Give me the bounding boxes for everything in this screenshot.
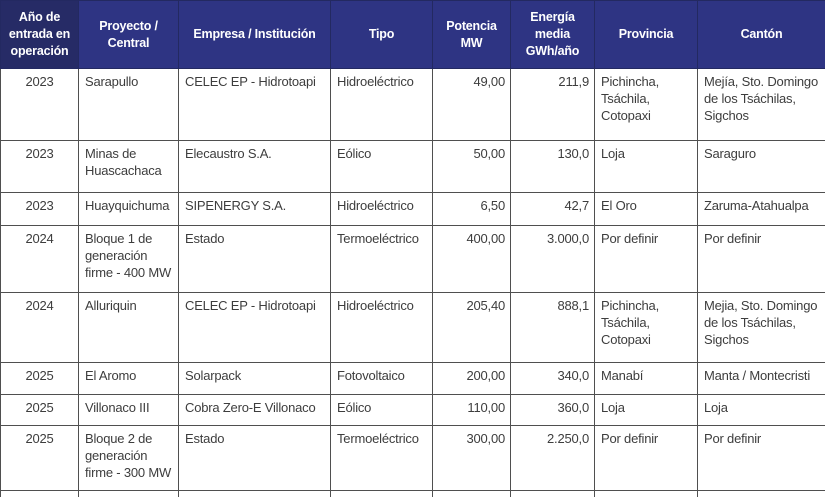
header-cell-6: Provincia [595,1,698,69]
table-cell: Loja [595,395,698,426]
table-cell: Villonaco III [79,395,179,426]
header-cell-1: Proyecto / Central [79,1,179,69]
table-body [1,69,825,497]
table-cell: Zaruma-Atahualpa [698,193,825,226]
table-cell: 300,00 [433,426,511,491]
table-cell [511,491,595,497]
header-cell-0: Año de entrada en operación [1,1,79,69]
table-cell: 2023 [1,193,79,226]
table-cell: Cobra Zero-E Villonaco [179,395,331,426]
table-cell: Minas de Huascachaca [79,141,179,193]
header-cell-2: Empresa / Institución [179,1,331,69]
table-header [1,1,825,69]
table-cell: Termoeléctrico [331,226,433,293]
table-cell: 360,0 [511,395,595,426]
table-cell [595,491,698,497]
table-cell: 205,40 [433,293,511,363]
table-cell: Por definir [595,226,698,293]
table-cell: 130,0 [511,141,595,193]
table-cell: 888,1 [511,293,595,363]
table-cell [79,491,179,497]
table-cell: 42,7 [511,193,595,226]
header-cell-3: Tipo [331,1,433,69]
table-cell: Sarapullo [79,69,179,141]
table-cell: Por definir [698,426,825,491]
table-cell: 200,00 [433,363,511,395]
header-row [1,1,825,69]
table-cell [331,491,433,497]
table-cell: 400,00 [433,226,511,293]
table-cell: CELEC EP - Hidrotoapi [179,293,331,363]
table-cell: Hidroeléctrico [331,293,433,363]
table-cell: Mejia, Sto. Domingo de los Tsáchilas, Sigchos [698,293,825,363]
table-cell: 110,00 [433,395,511,426]
table-row [1,426,825,491]
header-cell-7: Cantón [698,1,825,69]
table-cell: Pichincha, Tsáchila, Cotopaxi [595,293,698,363]
table-cell: 3.000,0 [511,226,595,293]
table-cell: Loja [595,141,698,193]
table-cell: Manta / Montecristi [698,363,825,395]
table-cell: Fotovoltaico [331,363,433,395]
table-cell: Por definir [595,426,698,491]
table-cell: 2023 [1,69,79,141]
table-cell: Eólico [331,141,433,193]
table-cell: Hidroeléctrico [331,193,433,226]
table-cell: Eólico [331,395,433,426]
table-cell: 340,0 [511,363,595,395]
table-cell: CELEC EP - Hidrotoapi [179,69,331,141]
table-cell: Loja [698,395,825,426]
table-cell: Alluriquin [79,293,179,363]
table-cell: 2023 [1,141,79,193]
table-row [1,69,825,141]
table-row [1,193,825,226]
table-cell: Saraguro [698,141,825,193]
table-cell [1,491,79,497]
table-cell: SIPENERGY S.A. [179,193,331,226]
table-row [1,491,825,497]
table-cell: Bloque 2 de generación firme - 300 MW [79,426,179,491]
table-cell: 2025 [1,395,79,426]
table-cell: Estado [179,226,331,293]
table-cell: Pichincha, Tsáchila, Cotopaxi [595,69,698,141]
table-cell: 49,00 [433,69,511,141]
table-cell: El Oro [595,193,698,226]
table-cell: Elecaustro S.A. [179,141,331,193]
table-cell: Manabí [595,363,698,395]
table-cell: Hidroeléctrico [331,69,433,141]
table-cell: 211,9 [511,69,595,141]
table-cell: Termoeléctrico [331,426,433,491]
table-cell [698,491,825,497]
table-cell: Solarpack [179,363,331,395]
table-cell: 2024 [1,226,79,293]
table-cell [433,491,511,497]
table-cell: Mejía, Sto. Domingo de los Tsáchilas, Sigchos [698,69,825,141]
table-cell: El Aromo [79,363,179,395]
table-cell: Huayquichuma [79,193,179,226]
table-cell: Por definir [698,226,825,293]
table-cell: 2025 [1,363,79,395]
table-row [1,395,825,426]
table-cell: 50,00 [433,141,511,193]
table-cell: 2025 [1,426,79,491]
table-cell: Bloque 1 de generación firme - 400 MW [79,226,179,293]
header-cell-5: Energía media GWh/año [511,1,595,69]
table-row [1,363,825,395]
table-row [1,293,825,363]
table-row [1,226,825,293]
table-cell: 2.250,0 [511,426,595,491]
header-cell-4: Potencia MW [433,1,511,69]
table-cell: 2024 [1,293,79,363]
table-cell: 6,50 [433,193,511,226]
table-row [1,141,825,193]
table-cell [179,491,331,497]
table-cell: Estado [179,426,331,491]
